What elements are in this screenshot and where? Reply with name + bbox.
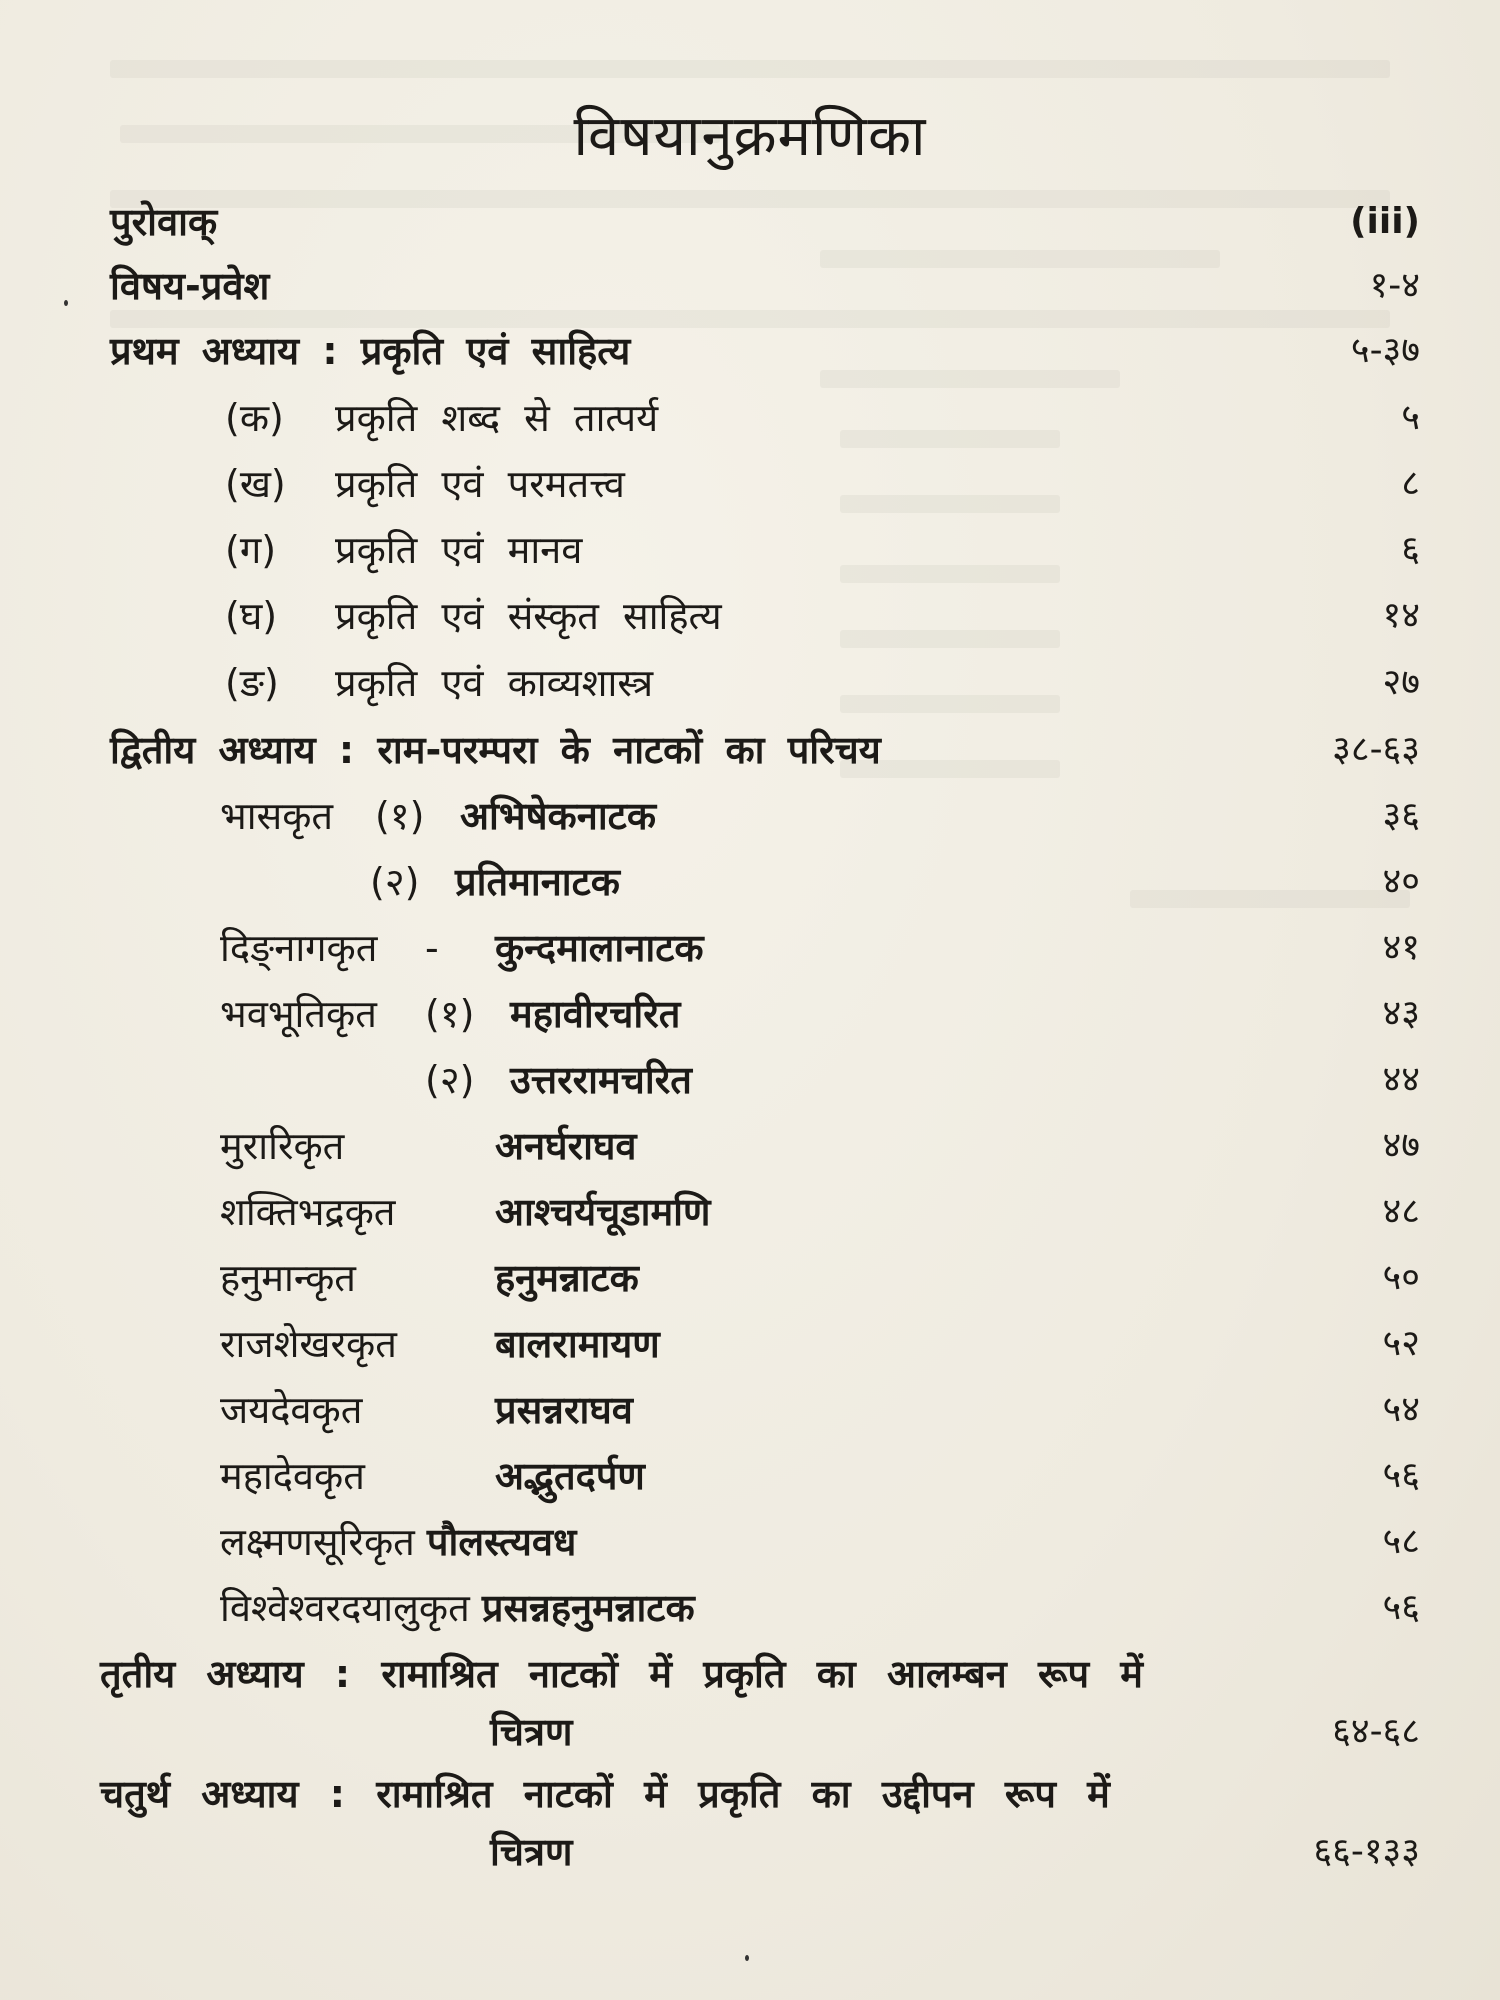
play-number: (२) bbox=[370, 860, 420, 904]
toc-play-entry bbox=[220, 1384, 1420, 1436]
toc-page-number: ३६ bbox=[1382, 795, 1420, 836]
play-number: (१) bbox=[425, 992, 475, 1036]
subsection-marker: (ङ) bbox=[225, 661, 279, 705]
toc-play-entry bbox=[220, 1120, 1420, 1172]
play-number: (१) bbox=[375, 794, 425, 838]
toc-page-number: ५२ bbox=[1382, 1323, 1420, 1364]
subsection-title: प्रकृति एवं काव्यशास्त्र bbox=[335, 661, 654, 705]
toc-page-number: ५० bbox=[1382, 1257, 1420, 1298]
toc-page-number: ५ bbox=[1401, 397, 1420, 438]
print-speck bbox=[64, 300, 68, 306]
toc-play-entry bbox=[220, 1516, 1420, 1568]
subsection-title: प्रकृति एवं परमतत्त्व bbox=[335, 462, 625, 506]
print-speck bbox=[745, 1955, 749, 1961]
toc-page-number: ४८ bbox=[1382, 1191, 1420, 1232]
play-author: राजशेखरकृत bbox=[220, 1322, 397, 1366]
subsection-title: प्रकृति एवं संस्कृत साहित्य bbox=[335, 594, 722, 638]
toc-subsection bbox=[225, 657, 1420, 709]
toc-page-number: ४४ bbox=[1382, 1059, 1420, 1100]
toc-play-entry bbox=[220, 1252, 1420, 1304]
play-author: भासकृत bbox=[220, 794, 334, 838]
play-author: दिङ्नागकृत bbox=[220, 926, 378, 970]
toc-label: द्वितीय अध्याय : राम-परम्परा के नाटकों का परिचय bbox=[110, 728, 881, 772]
toc-chapter-2 bbox=[110, 724, 1420, 776]
toc-play-entry bbox=[220, 1054, 1420, 1106]
toc-entry-purovak bbox=[110, 196, 1420, 248]
toc-play-entry bbox=[220, 988, 1420, 1040]
play-title: पौलस्त्यवध bbox=[426, 1520, 577, 1564]
play-title: प्रतिमानाटक bbox=[455, 860, 620, 904]
toc-page-number: ४३ bbox=[1382, 993, 1420, 1034]
play-author: विश्वेश्वरदयालुकृत bbox=[220, 1586, 470, 1630]
play-title: प्रसन्नराघव bbox=[495, 1388, 633, 1432]
toc-subsection bbox=[225, 458, 1420, 510]
toc-subsection bbox=[225, 524, 1420, 576]
play-author: मुरारिकृत bbox=[220, 1124, 345, 1168]
toc-chapter-4 bbox=[100, 1768, 1350, 1820]
play-title: आश्चर्यचूडामणि bbox=[495, 1190, 711, 1234]
toc-label: पुरोवाक् bbox=[110, 200, 218, 244]
play-author: जयदेवकृत bbox=[220, 1388, 363, 1432]
play-number: - bbox=[425, 926, 439, 970]
toc-page-number: ४७ bbox=[1382, 1125, 1420, 1166]
toc-play-entry bbox=[220, 1318, 1420, 1370]
toc-play-entry bbox=[220, 1186, 1420, 1238]
play-title: हनुमन्नाटक bbox=[495, 1256, 639, 1300]
toc-label-continuation: चित्रण bbox=[490, 1830, 573, 1874]
play-author: महादेवकृत bbox=[220, 1454, 365, 1498]
subsection-title: प्रकृति शब्द से तात्पर्य bbox=[335, 396, 659, 440]
toc-page-number: ४० bbox=[1382, 861, 1420, 902]
toc-play-entry bbox=[220, 856, 1420, 908]
toc-play-entry bbox=[220, 790, 1420, 842]
play-author: लक्ष्मणसूरिकृत bbox=[220, 1520, 415, 1564]
subsection-title: प्रकृति एवं मानव bbox=[335, 528, 583, 572]
toc-page-number: १४ bbox=[1382, 595, 1420, 636]
toc-page-number: २७ bbox=[1382, 662, 1420, 703]
toc-play-entry bbox=[220, 1450, 1420, 1502]
play-author: हनुमान्कृत bbox=[220, 1256, 356, 1300]
toc-play-entry bbox=[220, 1582, 1420, 1634]
toc-play-entry bbox=[220, 922, 1420, 974]
toc-chapter-3 bbox=[100, 1648, 1350, 1700]
toc-page-number: ५६ bbox=[1382, 1455, 1420, 1496]
toc-label: तृतीय अध्याय : रामाश्रित नाटकों में प्रकृति का आलम्बन रूप में bbox=[100, 1652, 1144, 1696]
toc-label: चतुर्थ अध्याय : रामाश्रित नाटकों में प्रकृति का उद्दीपन रूप में bbox=[100, 1772, 1110, 1816]
toc-page-number: १-४ bbox=[1369, 265, 1420, 306]
play-author: शक्तिभद्रकृत bbox=[220, 1190, 396, 1234]
toc-label: विषय-प्रवेश bbox=[110, 264, 270, 308]
toc-page-number: ५६ bbox=[1382, 1587, 1420, 1628]
toc-page-number: ६ bbox=[1401, 529, 1420, 570]
subsection-marker: (घ) bbox=[225, 594, 278, 638]
toc-page-number: (iii) bbox=[1350, 201, 1420, 242]
toc-subsection bbox=[225, 590, 1420, 642]
toc-page-number: ५-३७ bbox=[1350, 330, 1420, 371]
toc-page-number: ४१ bbox=[1382, 927, 1420, 968]
page-title: विषयानुक्रमणिका bbox=[573, 104, 927, 169]
toc-page-number: ८ bbox=[1401, 463, 1420, 504]
toc-page-number: ६६-१३३ bbox=[1313, 1831, 1420, 1872]
toc-page-number: ६४-६८ bbox=[1332, 1711, 1420, 1752]
subsection-marker: (ग) bbox=[225, 528, 277, 572]
toc-page-number: ५४ bbox=[1382, 1389, 1420, 1430]
toc-chapter-1 bbox=[110, 325, 1420, 377]
play-title: महावीरचरित bbox=[510, 992, 681, 1036]
subsection-marker: (क) bbox=[225, 396, 284, 440]
play-title: अद्भुतदर्पण bbox=[495, 1454, 645, 1498]
play-title: उत्तररामचरित bbox=[510, 1058, 692, 1102]
play-title: बालरामायण bbox=[495, 1322, 660, 1366]
toc-label-continuation: चित्रण bbox=[490, 1710, 573, 1754]
toc-page-number: ५८ bbox=[1382, 1521, 1420, 1562]
play-title: अनर्घराघव bbox=[495, 1124, 637, 1168]
play-author: भवभूतिकृत bbox=[220, 992, 377, 1036]
play-title: प्रसन्नहनुमन्नाटक bbox=[481, 1586, 695, 1630]
toc-label: प्रथम अध्याय : प्रकृति एवं साहित्य bbox=[110, 329, 631, 373]
toc-subsection bbox=[225, 392, 1420, 444]
play-number: (२) bbox=[425, 1058, 475, 1102]
toc-page-number: ३८-६३ bbox=[1332, 729, 1420, 770]
subsection-marker: (ख) bbox=[225, 462, 286, 506]
toc-entry-vishay-pravesh bbox=[110, 260, 1420, 312]
play-title: कुन्दमालानाटक bbox=[495, 926, 704, 970]
play-title: अभिषेकनाटक bbox=[460, 794, 657, 838]
